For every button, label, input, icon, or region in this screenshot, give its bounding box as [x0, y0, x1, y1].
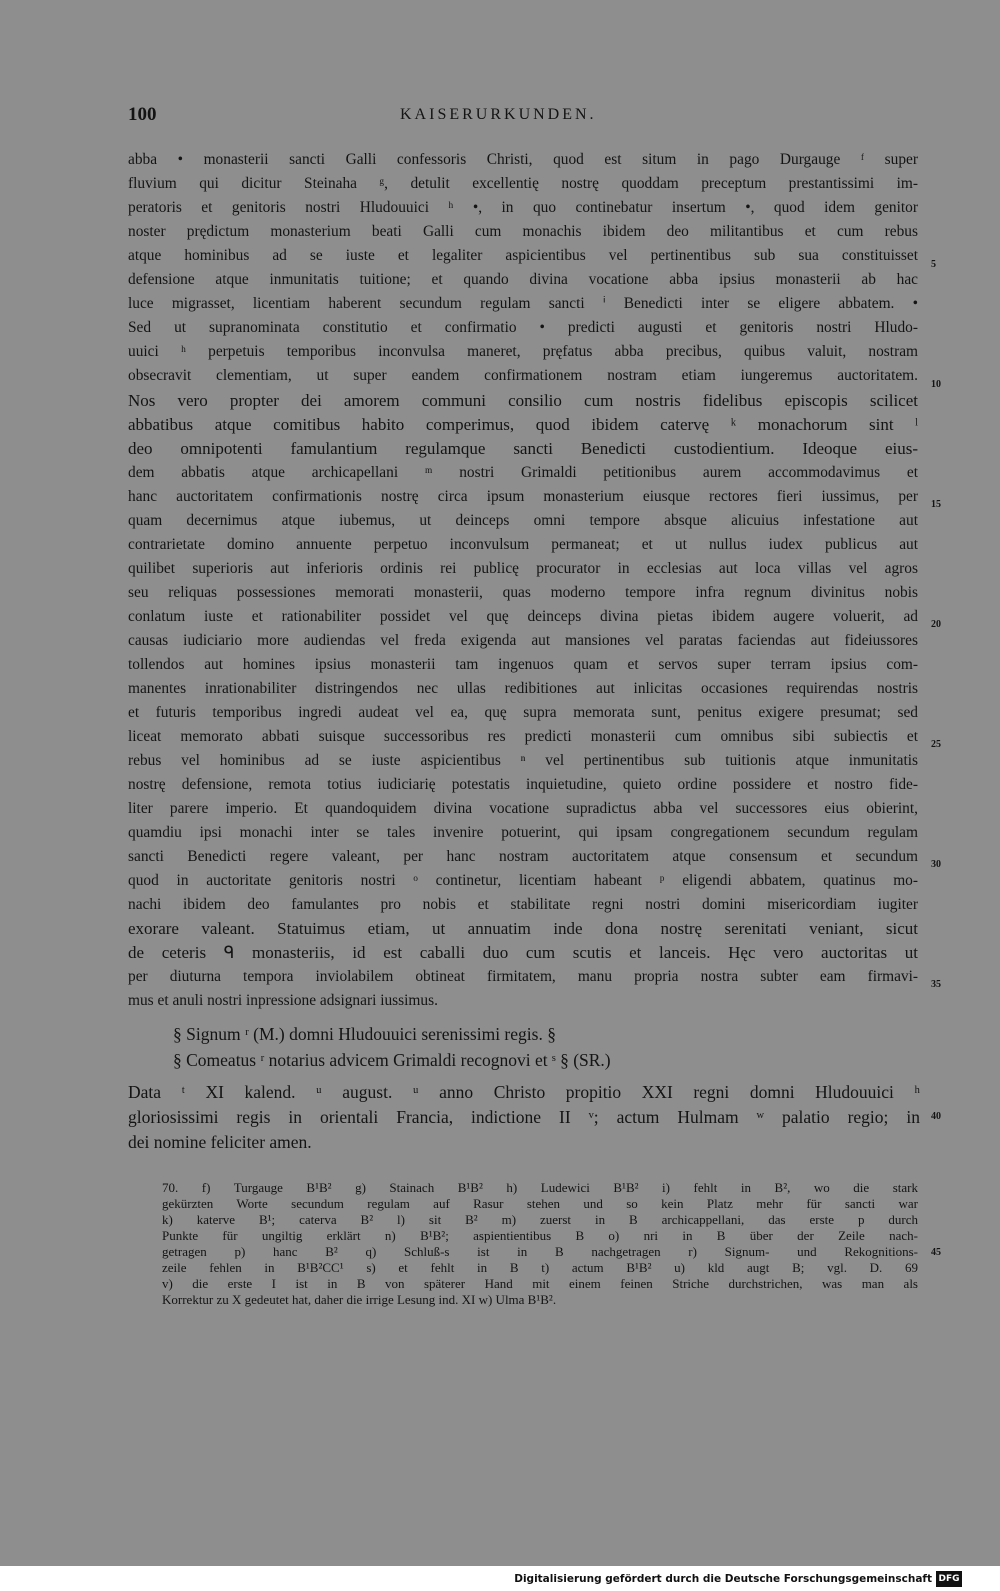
body-line: liceat memorato abbati suisque successoribus res predicti monasterii cum omnibus sibi subiectis et — [128, 728, 918, 745]
footnote-line: gekürzten Worte secundum regulam auf Rasur stehen und so kein Platz mehr für sancti war — [162, 1196, 918, 1211]
body-line: quod in auctoritate genitoris nostri ᵒ continetur, licentiam habeant ᵖ eligendi abbatem, quatinus mo- — [128, 872, 918, 889]
footnote-line: 70. f) Turgauge B¹B² g) Stainach B¹B² h) Ludewici B¹B² i) fehlt in B², wo die stark — [162, 1180, 918, 1195]
margin-line-number: 45 — [931, 1247, 941, 1258]
digitization-footer — [514, 1570, 962, 1588]
body-line: peratoris et genitoris nostri Hludouuici ʰ •, in quo continebatur insertum •, quod idem genitor — [128, 199, 918, 216]
footnote-line: Korrektur zu X gedeutet hat, daher die irrige Lesung ind. XI w) Ulma B¹B². — [162, 1292, 557, 1307]
body-line: seu reliquas possessiones memorati monasterii, quas moderno tempore infra regnum divinitus nobis — [128, 584, 918, 601]
footnote-line: k) katerve B¹; caterva B² l) sit B² m) zuerst in B archicappellani, das erste p durch — [162, 1212, 918, 1227]
body-line: abbatibus atque comitibus habito comperimus, quod ibidem catervę ᵏ monachorum sint ˡ — [128, 415, 918, 434]
body-line: deo omnipotenti famulantium regulamque sancti Benedicti custodientium. Ideoque eius- — [128, 439, 918, 458]
body-line: per diuturna tempora inviolabilem obtineat firmitatem, manu propria nostra subter eam firmavi- — [128, 968, 918, 985]
body-line: nachi ibidem deo famulantes pro nobis et stabilitate regni nostri domini misericordiam iugiter — [128, 896, 918, 913]
body-line: noster prędictum monasterium beati Galli cum monachis ibidem deo militantibus et cum rebus — [128, 223, 918, 240]
page-header — [128, 104, 948, 130]
body-line: luce migrasset, licentiam haberent secundum regulam sancti ⁱ Benedicti inter se eligere abbatem. • — [128, 295, 918, 312]
body-line: mus et anuli nostri inpressione adsignari iussimus. — [128, 992, 438, 1009]
body-line: quilibet superioris aut inferioris ordinis rei publicę procurator in ecclesias aut loca villas vel agros — [128, 560, 918, 577]
body-line: Sed ut supranominata constitutio et confirmatio • predicti augusti et genitoris nostri Hludo- — [128, 319, 918, 336]
body-line: dem abbatis atque archicapellani ᵐ nostri Grimaldi petitionibus aurem accommodavimus et — [128, 464, 918, 481]
margin-line-number: 15 — [931, 499, 941, 510]
body-line: atque hominibus ad se iuste et legaliter aspicientibus vel pertinentibus sub sua constituisset — [128, 247, 918, 264]
margin-line-number: 20 — [931, 619, 941, 630]
margin-line-number: 35 — [931, 979, 941, 990]
body-line: sancti Benedicti regere valeant, per hanc nostram auctoritatem atque consensum et secundum — [128, 848, 918, 865]
body-line: tollendos aut homines ipsius monasterii tam ingenuos quam et servos super terram ipsius com- — [128, 656, 918, 673]
funding-notice: Digitalisierung gefördert durch die Deutsche Forschungsgemeinschaft — [514, 1573, 932, 1585]
body-line: nostrę defensione, remota totius iudiciarię potestatis inquietudine, quieto ordine possidere et nostro fide- — [128, 776, 918, 793]
margin-line-number: 40 — [931, 1111, 941, 1122]
margin-line-number: 25 — [931, 739, 941, 750]
dating-line: dei nomine feliciter amen. — [128, 1132, 312, 1152]
footnote-line: getragen p) hanc B² q) Schluß-s ist in B nachgetragen r) Signum- und Rekognitions- — [162, 1244, 918, 1259]
body-line: conlatum iuste et rationabiliter possidet vel quę deinceps divina pietas ibidem augere voluerit, ad — [128, 608, 918, 625]
body-line: Nos vero propter dei amorem communi consilio cum nostris fidelibus episcopis scilicet — [128, 391, 918, 410]
page-number: 100 — [128, 104, 157, 125]
footnote-line: zeile fehlen in B¹B²CC¹ s) et fehlt in B t) actum B¹B² u) kld augt B; vgl. D. 69 — [162, 1260, 918, 1275]
margin-line-number: 5 — [931, 259, 936, 270]
body-line: quamdiu ipsi monachi inter se tales invenire potuerint, qui ipsam congregationem secundum regulam — [128, 824, 918, 841]
body-line: liter parere imperio. Et quandoquidem divina vocatione supradictus abba vel successores eius obierint, — [128, 800, 918, 817]
body-line: causas iudiciario more audiendas vel freda exigenda aut mansiones vel paratas faciendas aut fideiussores — [128, 632, 918, 649]
footnote-line: v) die erste I ist in B von späterer Hand mit einem feinen Striche durchstrichen, was man als — [162, 1276, 918, 1291]
body-line: rebus vel hominibus ad se iuste aspicientibus ⁿ vel pertinentibus sub tuitionis atque inmunitatis — [128, 752, 918, 769]
body-line: manentes inrationabiliter distringendos nec ullas redibitiones aut inlicitas occasiones requirendas nostris — [128, 680, 918, 697]
body-line: de ceteris ᑫ monasteriis, id est caballi duo cum scutis et lanceis. Hęc vero auctoritas ut — [128, 943, 918, 962]
signum-line: § Signum ʳ (M.) domni Hludouuici serenissimi regis. § — [173, 1024, 556, 1044]
footnote-line: Punkte für ungiltig erklärt n) B¹B²; aspientientibus B o) nri in B über der Zeile nach- — [162, 1228, 918, 1243]
body-line: uuici ʰ perpetuis temporibus inconvulsa maneret, pręfatus abba precibus, quibus valuit, nostram — [128, 343, 918, 360]
body-line: abba • monasterii sancti Galli confessoris Christi, quod est situm in pago Durgauge ᶠ super — [128, 151, 918, 168]
body-line: quam decernimus atque iubemus, ut deinceps omni tempore absque alicuius infestatione aut — [128, 512, 918, 529]
body-line: contrarietate domino annuente perpetuo inconvulsum permaneat; et ut nullus iudex publicus aut — [128, 536, 918, 553]
dating-line: gloriosissimi regis in orientali Francia, indictione II ᵛ; actum Hulmam ʷ palatio regio; in — [128, 1107, 920, 1127]
body-line: et futuris temporibus ingredi audeat vel ea, quę supra memorata sunt, penitus exigere presumat; sed — [128, 704, 918, 721]
dating-line: Data ᵗ XI kalend. ᵘ august. ᵘ anno Christo propitio XXI regni domni Hludouuici ʰ — [128, 1082, 920, 1102]
running-title: KAISERURKUNDEN. — [400, 106, 597, 123]
body-line: fluvium qui dicitur Steinaha ᵍ, detulit excellentię nostrę quoddam preceptum prestantissimi im- — [128, 175, 918, 192]
margin-line-number: 10 — [931, 379, 941, 390]
body-line: defensione atque inmunitatis tuitione; et quando divina vocatione abba ipsius monasterii ab hac — [128, 271, 918, 288]
recognition-line: § Comeatus ʳ notarius advicem Grimaldi recognovi et ˢ § (SR.) — [173, 1050, 611, 1070]
dfg-logo-icon: DFG — [936, 1571, 962, 1587]
body-line: exorare valeant. Statuimus etiam, ut annuatim inde dona nostrę serenitati veniant, sicut — [128, 919, 918, 938]
body-line: hanc auctoritatem confirmationis nostrę circa ipsum monasterium eiusque rectores fieri iussimus, per — [128, 488, 918, 505]
margin-line-number: 30 — [931, 859, 941, 870]
body-line: obsecravit clementiam, ut super eandem confirmationem nostram etiam iungeremus auctoritatem. — [128, 367, 918, 384]
